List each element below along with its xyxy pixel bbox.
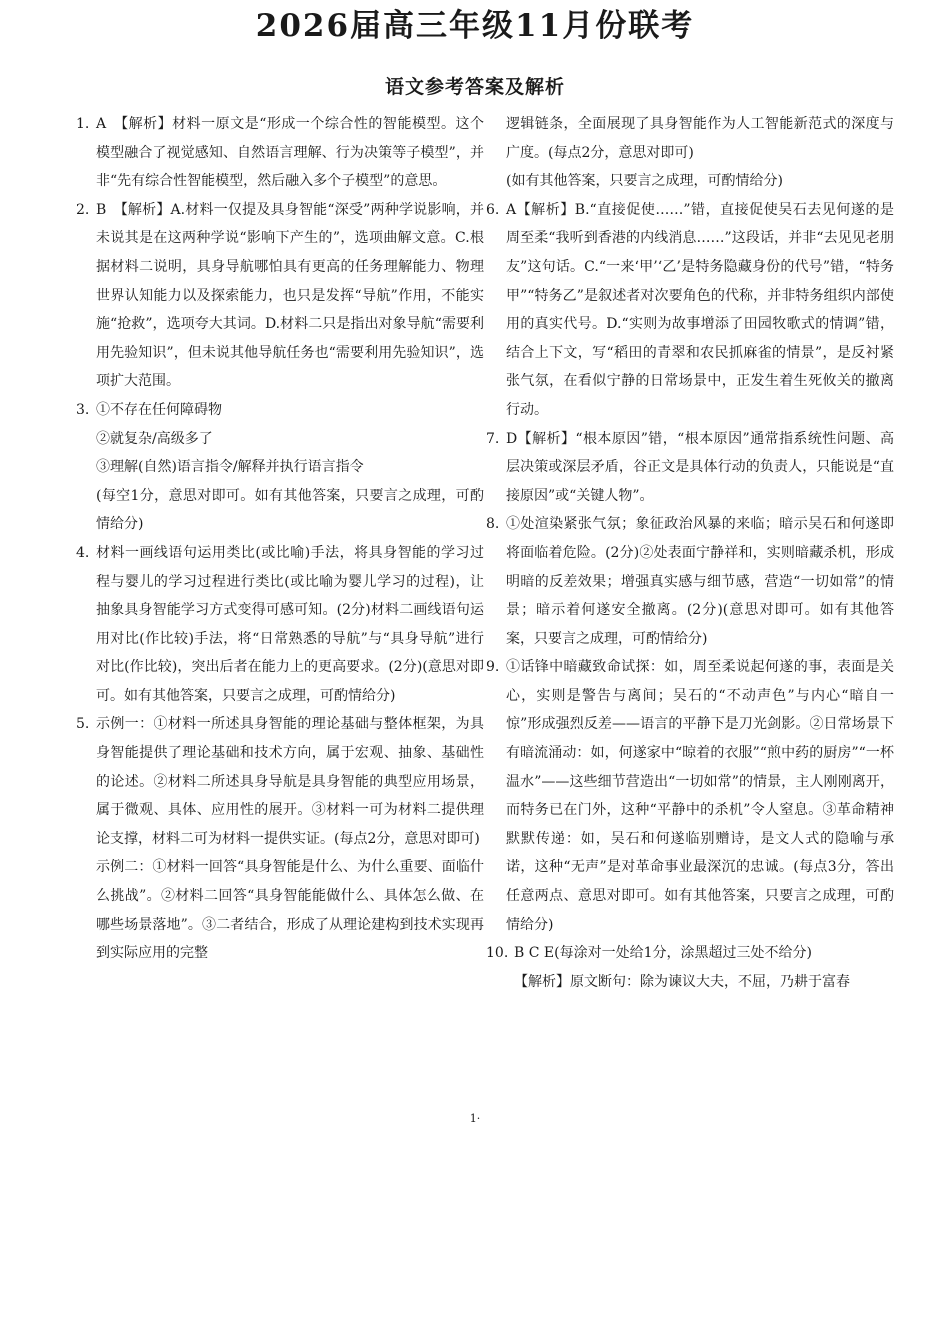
answer-item-10 xyxy=(486,939,894,996)
item-number: 5. xyxy=(76,716,90,733)
answer-item-8 xyxy=(486,510,894,653)
answer-text: ①处渲染紧张气氛；象征政治风暴的来临；暗示吴石和何遂即将面临着危险。(2分)②处表面宁静祥和，实则暗藏杀机，形成明暗的反差效果；增强真实感与细节感，营造“一切如常”的情景；暗示着何遂安全撤离。(2分)(意思对即可。如有其他答案，只要言之成理，可酌情给分) xyxy=(506,516,894,647)
left-column xyxy=(76,110,484,968)
answer-item-5-continued xyxy=(486,110,894,196)
item-number: 9. xyxy=(486,659,500,676)
scoring-note: (每空1分，意思对即可。如有其他答案，只要言之成理，可酌情给分) xyxy=(96,487,484,533)
answer-text: 逻辑链条，全面展现了具身智能作为人工智能新范式的深度与广度。(每点2分，意思对即可) xyxy=(506,116,894,161)
example-two: 示例二：①材料一回答“具身智能是什么、为什么重要、面临什么挑战”。②材料二回答“具身智能能做什么、具体怎么做、在哪些场景落地”。③二者结合，形成了从理论建构到技术实现再到实际应用的完整 xyxy=(96,859,484,962)
answer-line: ①不存在任何障碍物 xyxy=(96,401,222,418)
answer-item-2 xyxy=(76,196,484,396)
answer-item-9 xyxy=(486,653,894,939)
answer-text: B C E(每涂对一处给1分，涂黑超过三处不给分) xyxy=(514,945,812,962)
page-title: 2026届高三年级11月份联考 xyxy=(255,8,695,44)
page-subtitle: 语文参考答案及解析 xyxy=(384,76,565,98)
analysis-text: 【解析】原文断句：除为谏议大夫，不屈，乃耕于富春 xyxy=(514,973,850,990)
item-number: 10. xyxy=(486,945,509,962)
item-number: 8. xyxy=(486,516,500,533)
item-number: 3. xyxy=(76,401,90,418)
answer-item-6 xyxy=(486,196,894,425)
item-number: 1. xyxy=(76,116,90,132)
item-number: 2. xyxy=(76,201,90,218)
scoring-note: (如有其他答案，只要言之成理，可酌情给分) xyxy=(506,173,783,190)
answer-text: 材料一画线语句运用类比(或比喻)手法，将具身智能的学习过程与婴儿的学习过程进行类比(或比喻为婴儿学习的过程)，让抽象具身智能学习方式变得可感可知。(2分)材料二画线语句运用对比(作比较)手法，将“日常熟悉的导航”与“具身导航”进行对比(作比较)，突出后者在能力上的更高要求。(2分)(意思对即可。如有其他答案，只要言之成理，可酌情给分) xyxy=(96,544,484,704)
answer-item-1 xyxy=(76,110,484,196)
answer-text: ①话锋中暗藏致命试探：如，周至柔说起何遂的事，表面是关心，实则是警告与离间；吴石的“不动声色”与内心“暗自一惊”形成强烈反差——语言的平静下是刀光剑影。②日常场景下有暗流涌动：如，何遂家中“晾着的衣服”“煎中药的厨房”“一杯温水”——这些细节营造出“一切如常”的情景，主人刚刚离开，而特务已在门外，这种“平静中的杀机”令人窒息。③革命精神默默传递：如，吴石和何遂临别赠诗，是文人式的隐喻与承诺，这种“无声”是对革命事业最深沉的忠诚。(每点3分，答出任意两点、意思对即可。如有其他答案，只要言之成理，可酌情给分) xyxy=(506,659,894,933)
answer-line: ②就复杂/高级多了 xyxy=(96,430,213,447)
answer-item-4 xyxy=(76,539,484,711)
item-number: 4. xyxy=(76,544,90,561)
right-column xyxy=(486,110,894,996)
example-one: 示例一：①材料一所述具身智能的理论基础与整体框架，为具身智能提供了理论基础和技术方向，属于宏观、抽象、基础性的论述。②材料二所述具身导航是具身智能的典型应用场景，属于微观、具体、应用性的展开。③材料一可为材料二提供理论支撑，材料二可为材料一提供实证。(每点2分，意思对即可) xyxy=(96,716,484,847)
answer-text: D【解析】“根本原因”错，“根本原因”通常指系统性问题、高层决策或深层矛盾，谷正文是具体行动的负责人，只能说是“直接原因”或“关键人物”。 xyxy=(506,430,894,504)
item-number: 7. xyxy=(486,430,500,447)
answer-text: B 【解析】A.材料一仅提及具身智能“深受”两种学说影响，并未说其是在这两种学说“影响下产生的”，选项曲解文意。C.根据材料二说明，具身导航哪怕具有更高的任务理解能力、物理世界认知能力以及探索能力，也只是发挥“导航”作用，不能实施“抢救”，选项夸大其词。D.材料二只是指出对象导航“需要利用先验知识”，但未说其他导航任务也“需要利用先验知识”，选项扩大范围。 xyxy=(96,201,484,390)
item-number: 6. xyxy=(486,201,500,218)
answer-line: ③理解(自然)语言指令/解释并执行语言指令 xyxy=(96,459,364,476)
answer-item-3 xyxy=(76,396,484,539)
answer-item-7 xyxy=(486,425,894,511)
page-number: 1· xyxy=(469,1112,481,1125)
answer-item-5 xyxy=(76,710,484,967)
answer-text: A【解析】B.“直接促使……”错，直接促使吴石去见何遂的是周至柔“我听到香港的内线消息……”这段话，并非“去见见老朋友”这句话。C.“一来‘甲’‘乙’是特务隐藏身份的代号”错，“特务甲”“特务乙”是叙述者对次要角色的代称，并非特务组织内部使用的真实代号。D.“实则为故事增添了田园牧歌式的情调”错，结合上下文，写“稻田的青翠和农民抓麻雀的情景”，是反衬紧张气氛，在看似宁静的日常场景中，正发生着生死攸关的撤离行动。 xyxy=(506,201,894,418)
answer-text: A 【解析】材料一原文是“形成一个综合性的智能模型。这个模型融合了视觉感知、自然语言理解、行为决策等子模型”，并非“先有综合性智能模型，然后融入多个子模型”的意思。 xyxy=(96,116,484,190)
